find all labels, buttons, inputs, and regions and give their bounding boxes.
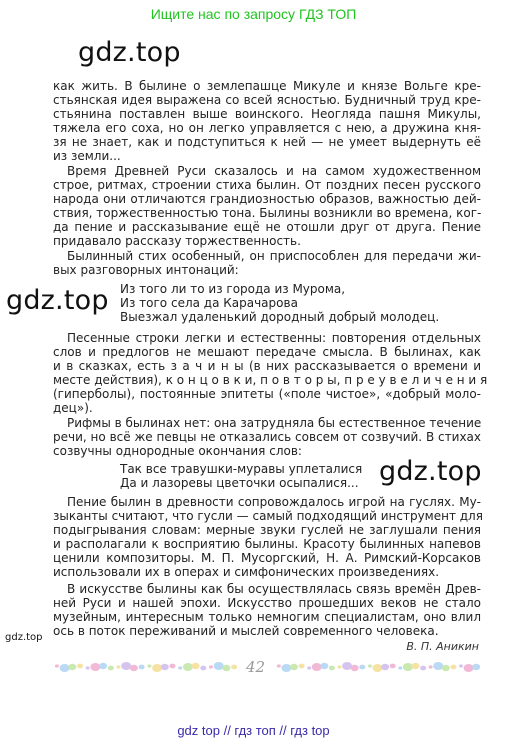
decorative-dot xyxy=(277,664,281,667)
decorative-dot xyxy=(281,664,291,672)
text-line: ней Руси и нашей эпохи. Искусство прошедших веков не стало xyxy=(53,596,481,610)
decorative-dot xyxy=(55,664,59,667)
decorative-dot xyxy=(299,664,305,669)
text-line: и в сказках, есть з а ч и н ы (в них рассказывается о времени и xyxy=(53,359,481,373)
decorative-dot xyxy=(351,665,359,671)
decorative-dot xyxy=(130,665,138,671)
text-line: придавало рассказу торжественность. xyxy=(53,234,301,248)
decorative-dot xyxy=(429,665,433,668)
text-line: строе, ритмах, строении стиха былин. От поздних песен русского xyxy=(53,178,481,192)
decorative-dot xyxy=(412,663,420,669)
decorative-dot xyxy=(178,666,182,669)
poem-line: Из того ли то из города из Мурома, xyxy=(120,282,346,296)
text-line: из земли... xyxy=(53,149,121,163)
poem-excerpt-2 xyxy=(120,462,362,490)
decorative-dot xyxy=(307,666,311,669)
decorative-dots-right xyxy=(275,659,480,675)
text-line: стьянина поставлен выше воинского. Неогляда пашня Микулы, xyxy=(53,107,481,121)
poem-line: Выезжал удаленький дородный добрый молодец. xyxy=(120,310,440,324)
text-line: использовали их в операх и симфонических произведениях. xyxy=(53,565,440,579)
decorative-dot xyxy=(90,663,100,671)
decorative-dot xyxy=(381,664,389,670)
decorative-dot xyxy=(329,666,335,671)
decorative-dot xyxy=(209,665,213,668)
watermark-middle-right: gdz.top xyxy=(379,456,482,487)
decorative-dot xyxy=(117,665,121,668)
decorative-dot xyxy=(86,666,90,669)
text-line: созвучны однородные окончания слов: xyxy=(53,444,302,458)
decorative-dot xyxy=(338,665,342,668)
watermark-middle-left: gdz.top xyxy=(6,285,109,316)
decorative-dot xyxy=(312,663,322,671)
decorative-dot xyxy=(147,664,151,667)
text-line: ось в поток переживаний и мыслей современного человека. xyxy=(53,624,439,638)
decorative-dot xyxy=(359,665,365,670)
decorative-dot xyxy=(433,662,443,670)
text-line: музейным, интересным только немногим специалистам, оно влил xyxy=(53,610,481,624)
decorative-dot xyxy=(403,663,413,671)
paragraph-2 xyxy=(53,164,481,248)
decorative-dot xyxy=(368,664,372,667)
text-line: стьянская идея выражена со всей ясностью. Будничный труд кре- xyxy=(53,93,481,107)
poem-excerpt-1 xyxy=(120,282,439,324)
text-line: Время Древней Руси сказалось и на самом художественном xyxy=(67,164,481,178)
page-number: 42 xyxy=(246,658,266,676)
author-signature: В. П. Аникин xyxy=(406,640,479,653)
text-line: (гиперболы), постоянные эпитеты («поле чистое», «добрый моло- xyxy=(53,387,481,401)
decorative-dot xyxy=(192,663,200,669)
text-line: и располагали к восприятию былины. Красоту былинных напевов xyxy=(53,537,481,551)
decorative-dot xyxy=(214,662,224,670)
decorative-dot xyxy=(108,666,114,671)
decorative-dot xyxy=(290,664,298,670)
text-line: месте действия), к о н ц о в к и, п о в т о р ы, п р е у в е л и ч е н и я xyxy=(53,373,488,387)
decorative-dot xyxy=(459,664,463,667)
text-line: вых разговорных интонаций: xyxy=(53,263,239,277)
decorative-dot xyxy=(170,664,176,669)
decorative-dot xyxy=(464,664,474,672)
decorative-dot xyxy=(342,662,352,670)
text-line: ценили композиторы. М. П. Мусоргский, Н. А. Римский-Корсаков xyxy=(53,551,481,565)
text-line: зя не знает, как и подступиться к ней — не умеет выдернуть её xyxy=(53,135,481,149)
decorative-dot xyxy=(390,664,396,669)
paragraph-6 xyxy=(53,495,481,579)
paragraph-4 xyxy=(53,331,488,415)
text-line: народа они отличаются грандиозностью образов, важностью дей- xyxy=(53,192,481,206)
decorative-dot xyxy=(99,663,107,669)
decorative-dot xyxy=(200,666,206,671)
paragraph-5 xyxy=(53,416,481,458)
text-line: как жить. В былине о землепашце Микуле и князе Вольге кре- xyxy=(53,79,481,93)
text-line: дец»). xyxy=(53,401,93,415)
decorative-dot xyxy=(373,664,383,672)
paragraph-7 xyxy=(53,582,481,638)
decorative-dots-left xyxy=(53,659,238,675)
footer-links: gdz top // гдз топ // гдз top xyxy=(177,723,330,738)
text-line: зыканты считают, что гусли — самый подходящий инструмент для xyxy=(53,509,483,523)
text-line: да пение и рассказывание ещё не отошли друг от друга. Пение xyxy=(53,220,481,234)
text-line: подыгрывания словам: мерные звуки гуслей не заглушали пения xyxy=(53,523,481,537)
paragraph-3 xyxy=(53,249,481,277)
decorative-dot xyxy=(152,664,162,672)
text-line: Былинный стих особенный, он приспособлен для передачи жи- xyxy=(67,249,481,263)
poem-line: Так все травушки-муравы уплеталися xyxy=(120,462,363,476)
paragraph-1 xyxy=(53,79,481,163)
decorative-dot xyxy=(183,663,193,671)
decorative-dot xyxy=(420,666,426,671)
decorative-dot xyxy=(77,664,83,669)
decorative-dot xyxy=(68,664,76,670)
decorative-dot xyxy=(161,664,169,670)
search-banner: Ищите нас по запросу ГДЗ ТОП xyxy=(150,6,357,22)
decorative-dot xyxy=(222,665,230,671)
decorative-dot xyxy=(139,665,145,670)
decorative-dot xyxy=(450,665,456,670)
poem-line: Из того села да Карачарова xyxy=(120,296,298,310)
text-line: Рифмы в былинах нет: она затрудняла бы естественное течение xyxy=(67,416,482,430)
watermark-top: gdz.top xyxy=(78,37,181,68)
decorative-dot xyxy=(121,662,131,670)
decorative-dot xyxy=(442,665,450,671)
decorative-dot xyxy=(231,665,237,670)
decorative-dot xyxy=(60,664,70,672)
text-line: Песенные строки легки и естественны: повторения отдельных xyxy=(67,331,481,345)
decorative-dot xyxy=(320,663,328,669)
text-line: речи, но всё же певцы не отказались совсем от созвучий. В стихах xyxy=(53,430,481,444)
text-line: Пение былин в древности сопровождалось игрой на гуслях. Му- xyxy=(67,495,481,509)
poem-line: Да и лазоревы цветочки осыпалися... xyxy=(120,476,359,490)
text-line: слов и предлогов не мешают передаче смысла. В былинах, как xyxy=(53,345,481,359)
decorative-dot xyxy=(398,666,402,669)
text-line: В искусстве былины как бы осуществлялась связь времён Древ- xyxy=(67,582,481,596)
text-line: ствия, торжественностью тона. Былины возникли во времена, ког- xyxy=(53,206,482,220)
watermark-small: gdz.top xyxy=(5,632,43,643)
decorative-dot xyxy=(472,664,480,670)
text-line: тяжела его соха, но он легко управляется с нею, а дружина кня- xyxy=(53,121,481,135)
